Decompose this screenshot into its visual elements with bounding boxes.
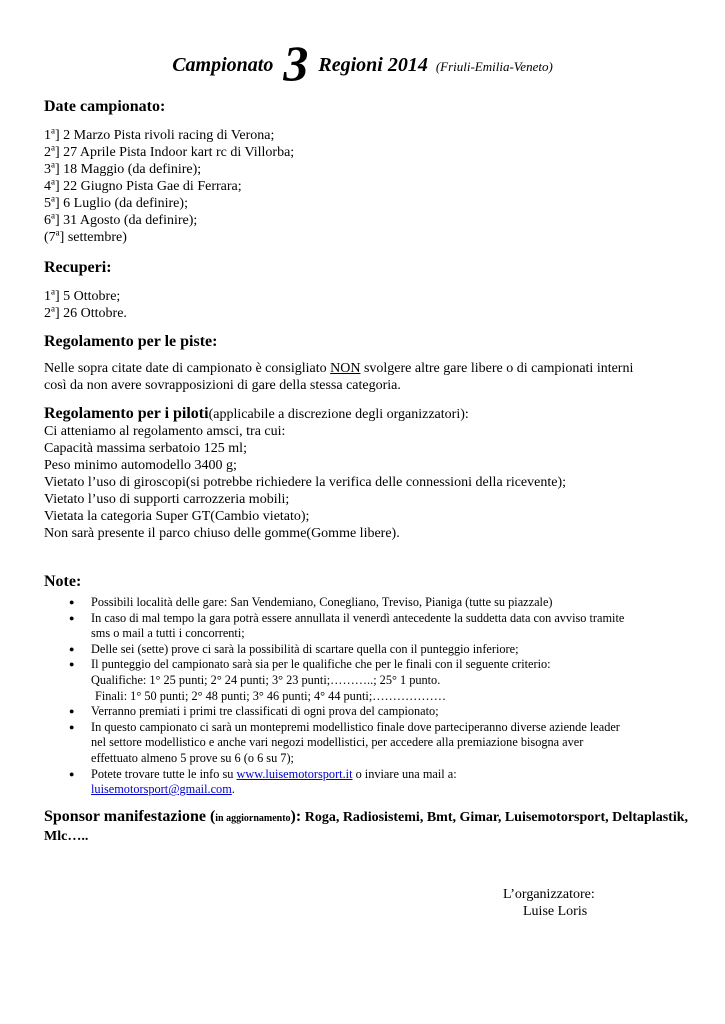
sponsor-list-cont: Mlc….. [44, 829, 89, 844]
piloti-heading-note: (applicabile a discrezione degli organizzatori): [208, 407, 469, 422]
piloti-line: Vietato l’uso di giroscopi(si potrebbe richiedere la verifica delle connessioni della ricevente); [44, 475, 567, 490]
section-recuperi [44, 258, 694, 322]
email-link[interactable]: luisemotorsport@gmail.com [91, 782, 232, 797]
signature-name: Luise Loris [523, 904, 588, 919]
note-item: ● In caso di mal tempo la gara potrà essere annullata il venerdì antecedente la suddetta data con avviso tramite sms o mail a tutti i concorrenti; [91, 611, 684, 642]
recupero-item: 1$^a$] 5 Ottobre; [44, 286, 121, 304]
signature-role: L’organizzatore: [503, 887, 595, 902]
piloti-line: Vietato l’uso di supporti carrozzeria mobili; [44, 492, 290, 507]
website-link[interactable]: www.luisemotorsport.it [236, 766, 353, 781]
title-number: 3 [283, 35, 309, 91]
date-item: 1$^a$] 2 Marzo Pista rivoli racing di Verona; [44, 125, 275, 143]
section-piloti [44, 405, 694, 542]
date-item: 4$^a$] 22 Giugno Pista Gae di Ferrara; [44, 176, 242, 194]
note-item: ● Possibili località delle gare: San Vendemiano, Conegliano, Treviso, Pianiga (tutte su piazzale) [91, 595, 684, 611]
date-item: 2$^a$] 27 Aprile Pista Indoor kart rc di Villorba; [44, 142, 295, 160]
piloti-heading-line [44, 405, 694, 423]
title-part1: Campionato [172, 54, 274, 76]
title-regions: (Friuli-Emilia-Veneto) [435, 59, 553, 74]
recuperi-list [44, 288, 694, 322]
piloti-heading: Regolamento per i piloti [44, 405, 209, 422]
document-title [0, 35, 725, 91]
sponsor-list: Roga, Radiosistemi, Bmt, Gimar, Luisemotorsport, Deltaplastik, [301, 810, 689, 825]
section-piste [44, 332, 694, 394]
date-item: 5$^a$] 6 Luglio (da definire); [44, 193, 188, 211]
signature-block [503, 886, 595, 920]
note-item: ● Potete trovare tutte le info su www.luisemotorsport.it o inviare una mail a: luisemotorsport@gmail.com. [91, 767, 684, 798]
piste-heading: Regolamento per le piste: [44, 333, 218, 350]
sponsor-heading: Sponsor manifestazione ( [44, 808, 216, 825]
note-item: ● Verranno premiati i primi tre classificati di ogni prova del campionato; [91, 704, 684, 720]
section-notes [44, 572, 684, 798]
date-item: (7$^a$] settembre) [44, 227, 127, 245]
piloti-line: Capacità massima serbatoio 125 ml; [44, 441, 247, 456]
piste-text: Nelle sopra citate date di campionato è consigliato NON svolgere altre gare libere o di campionati interni così da non avere sovrapposizioni di gare della stessa categoria. [44, 361, 634, 393]
notes-heading: Note: [44, 573, 82, 590]
piloti-line: Peso minimo automodello 3400 g; [44, 458, 237, 473]
recupero-item: 2$^a$] 26 Ottobre. [44, 303, 127, 321]
title-part2: Regioni 2014 [318, 54, 428, 76]
section-dates [44, 97, 694, 246]
note-item: ● Il punteggio del campionato sarà sia per le qualifiche che per le finali con il seguente criterio: Qualifiche: 1° 25 punti; 2° 24 punti; 3° 23 punti;………..; 25° 1 punto. Finali: 1° 50 punti; 2° 48 punti; 3° 46 punti; 4° 44 punti;……………… [91, 657, 684, 704]
piloti-line: Ci atteniamo al regolamento amsci, tra cui: [44, 424, 286, 439]
non-emphasis: NON [330, 361, 361, 376]
note-item: ● Delle sei (sette) prove ci sarà la possibilità di scartare quella con il punteggio inferiore; [91, 642, 684, 658]
piloti-line: Non sarà presente il parco chiuso delle gomme(Gomme libere). [44, 526, 400, 541]
notes-list [44, 595, 684, 798]
note-item: ● In questo campionato ci sarà un montepremi modellistico finale dove parteciperanno diverse aziende leader nel settore modellistico e anche vari negozi modellistici, per accedere alla premiazione bisogna aver effettuato almeno 5 prove su 6 (o 6 su 7); [91, 720, 684, 767]
dates-heading: Date campionato: [44, 98, 166, 115]
date-item: 6$^a$] 31 Agosto (da definire); [44, 210, 198, 228]
section-sponsor: Sponsor manifestazione (in aggiornamento): Roga, Radiosistemi, Bmt, Gimar, Luisemotorsport, Deltaplastik, Mlc….. [44, 808, 689, 844]
recuperi-heading: Recuperi: [44, 259, 112, 276]
sponsor-updating-note: in aggiornamento [215, 813, 291, 824]
date-item: 3$^a$] 18 Maggio (da definire); [44, 159, 202, 177]
dates-list [44, 127, 694, 246]
piloti-line: Vietata la categoria Super GT(Cambio vietato); [44, 509, 310, 524]
